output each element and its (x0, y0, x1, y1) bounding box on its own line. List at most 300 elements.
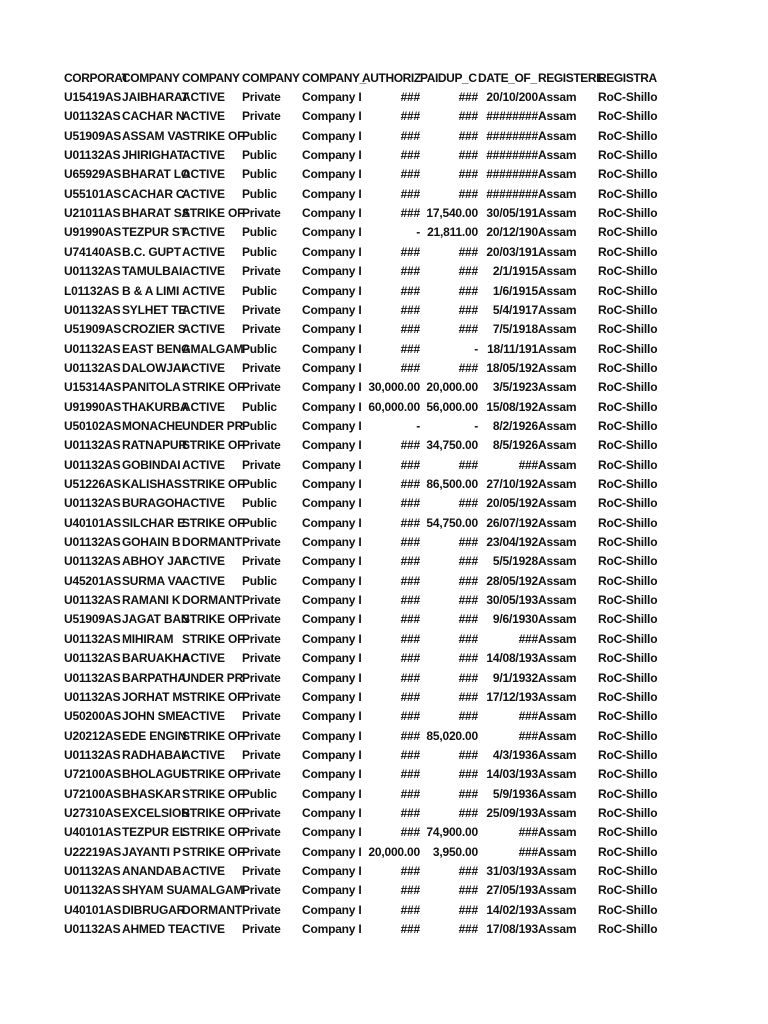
table-cell[interactable]: Private (242, 902, 281, 917)
table-cell[interactable]: RoC-Shillo (598, 418, 658, 433)
table-cell[interactable]: Company I (302, 864, 362, 878)
table-cell[interactable]: Private (242, 670, 281, 685)
table-cell[interactable]: RoC-Shillo (598, 496, 658, 511)
table-cell[interactable]: Public (242, 399, 277, 414)
table-cell[interactable]: ### (518, 728, 538, 743)
table-cell[interactable]: Assam (538, 554, 577, 569)
table-cell[interactable]: ### (400, 573, 420, 588)
table-cell[interactable]: EXCELSIOR (122, 805, 190, 820)
table-cell[interactable]: Assam (538, 631, 577, 646)
table-cell[interactable]: RoC-Shillo (598, 167, 658, 182)
table-cell[interactable]: Assam (538, 728, 577, 743)
table-cell[interactable]: U15314AS (64, 380, 122, 395)
table-cell[interactable]: Private (242, 264, 281, 279)
table-cell[interactable]: RoC-Shillo (598, 864, 658, 878)
header-cell[interactable]: COMPANY_ (302, 71, 366, 85)
table-cell[interactable]: BARPATHA (122, 670, 186, 685)
table-cell[interactable]: ### (458, 128, 478, 143)
table-cell[interactable]: SILCHAR E (122, 515, 185, 530)
table-cell[interactable]: ### (458, 805, 478, 820)
table-cell[interactable]: AHMED TE (122, 922, 184, 937)
table-cell[interactable]: Assam (538, 593, 577, 608)
table-cell[interactable]: - (474, 418, 478, 433)
table-cell[interactable]: ACTIVE (182, 573, 225, 588)
table-cell[interactable]: BHASKAR (122, 786, 181, 801)
table-cell[interactable]: Public (242, 283, 277, 298)
table-cell[interactable]: Company I (302, 631, 362, 646)
table-cell[interactable]: Assam (538, 457, 577, 472)
table-cell[interactable]: ### (400, 457, 420, 472)
table-cell[interactable]: Company I (302, 360, 362, 375)
table-cell[interactable]: RoC-Shillo (598, 399, 658, 414)
table-cell[interactable]: ### (400, 805, 420, 820)
table-cell[interactable]: ### (400, 670, 420, 685)
table-cell[interactable]: ### (400, 612, 420, 627)
header-cell[interactable]: REGISTRA (598, 71, 657, 85)
table-cell[interactable]: Company I (302, 573, 362, 588)
table-cell[interactable]: EAST BENG (122, 341, 191, 356)
table-cell[interactable]: Company I (302, 167, 362, 182)
table-cell[interactable]: ACTIVE (182, 90, 225, 104)
table-cell[interactable]: ACTIVE (182, 148, 225, 163)
table-cell[interactable]: JAYANTI P (122, 844, 181, 859)
table-cell[interactable]: Assam (538, 844, 577, 859)
table-cell[interactable]: U51909AS (64, 322, 122, 337)
table-cell[interactable]: U21011AS (64, 206, 121, 221)
table-cell[interactable]: Assam (538, 535, 577, 550)
table-cell[interactable]: STRIKE OF (182, 825, 245, 840)
table-cell[interactable]: MONACHE (122, 418, 183, 433)
table-cell[interactable]: Company I (302, 825, 362, 840)
table-cell[interactable]: B.C. GUPT (122, 244, 181, 259)
table-cell[interactable]: Company I (302, 302, 362, 317)
table-cell[interactable]: Public (242, 496, 277, 511)
table-cell[interactable]: Assam (538, 206, 577, 221)
table-cell[interactable]: ACTIVE (182, 244, 225, 259)
table-cell[interactable]: ACTIVE (182, 109, 225, 124)
table-cell[interactable]: Company I (302, 902, 362, 917)
table-cell[interactable]: RoC-Shillo (598, 747, 658, 762)
table-cell[interactable]: Assam (538, 689, 577, 704)
table-cell[interactable]: ACTIVE (182, 167, 225, 182)
table-cell[interactable]: RoC-Shillo (598, 477, 658, 491)
table-cell[interactable]: STRIKE OF (182, 844, 245, 859)
table-cell[interactable]: RoC-Shillo (598, 244, 658, 259)
table-cell[interactable]: U01132AS (64, 496, 121, 511)
table-cell[interactable]: Company I (302, 767, 362, 782)
table-cell[interactable]: Assam (538, 864, 577, 878)
table-cell[interactable]: Company I (302, 786, 362, 801)
table-cell[interactable]: U01132AS (64, 535, 121, 550)
table-cell[interactable]: ### (400, 786, 420, 801)
table-cell[interactable]: RoC-Shillo (598, 786, 658, 801)
table-cell[interactable]: 20/12/190 (486, 225, 538, 240)
table-cell[interactable]: ### (458, 670, 478, 685)
table-cell[interactable]: ### (458, 689, 478, 704)
header-cell[interactable]: COMPANY (122, 71, 180, 85)
table-cell[interactable]: Company I (302, 380, 362, 395)
table-cell[interactable]: 9/1/1932 (492, 670, 538, 685)
table-cell[interactable]: U01132AS (64, 148, 121, 163)
table-cell[interactable]: ### (400, 728, 420, 743)
table-cell[interactable]: ### (458, 593, 478, 608)
table-cell[interactable]: U40101AS (64, 825, 122, 840)
table-cell[interactable]: 60,000.00 (368, 399, 420, 414)
table-cell[interactable]: BHARAT LO (122, 167, 190, 182)
table-cell[interactable]: ### (400, 515, 420, 530)
table-cell[interactable]: STRIKE OF (182, 728, 245, 743)
table-cell[interactable]: U20212AS (64, 728, 122, 743)
table-cell[interactable]: U01132AS (64, 360, 121, 375)
table-cell[interactable]: ### (458, 186, 478, 201)
table-cell[interactable]: 8/5/1926 (492, 438, 538, 453)
table-cell[interactable]: Assam (538, 341, 577, 356)
table-cell[interactable]: Company I (302, 535, 362, 550)
table-cell[interactable]: ### (400, 535, 420, 550)
table-cell[interactable]: Assam (538, 573, 577, 588)
table-cell[interactable]: Private (242, 689, 281, 704)
table-cell[interactable]: B & A LIMI (122, 283, 180, 298)
header-cell[interactable]: PAIDUP_C (420, 71, 477, 85)
table-cell[interactable]: DORMANT (182, 593, 242, 608)
table-cell[interactable]: - (474, 341, 478, 356)
table-cell[interactable]: Private (242, 651, 281, 666)
table-cell[interactable]: BHARAT SA (122, 206, 190, 221)
table-cell[interactable]: U51226AS (64, 477, 122, 491)
table-cell[interactable]: 27/10/192 (486, 477, 538, 491)
table-cell[interactable]: Company I (302, 844, 362, 859)
table-cell[interactable]: BARUAKHA (122, 651, 190, 666)
table-cell[interactable]: 14/08/193 (486, 651, 538, 666)
table-cell[interactable]: ### (400, 186, 420, 201)
table-cell[interactable]: ACTIVE (182, 360, 225, 375)
header-cell[interactable]: AUTHORIZ (362, 71, 421, 85)
table-cell[interactable]: ### (458, 883, 478, 898)
table-cell[interactable]: Company I (302, 883, 362, 898)
table-cell[interactable]: ### (400, 322, 420, 337)
table-cell[interactable]: ### (458, 651, 478, 666)
table-cell[interactable]: Private (242, 631, 281, 646)
table-cell[interactable]: 23/04/192 (486, 535, 538, 550)
table-cell[interactable]: ### (400, 264, 420, 279)
table-cell[interactable]: ACTIVE (182, 264, 225, 279)
table-cell[interactable]: RoC-Shillo (598, 593, 658, 608)
table-cell[interactable]: Private (242, 322, 281, 337)
table-cell[interactable]: ACTIVE (182, 186, 225, 201)
table-cell[interactable]: Private (242, 360, 281, 375)
table-cell[interactable]: Private (242, 883, 281, 898)
table-cell[interactable]: ABHOY JAI (122, 554, 186, 569)
table-cell[interactable]: ### (458, 167, 478, 182)
table-cell[interactable]: Company I (302, 593, 362, 608)
table-cell[interactable]: GOBINDAI (122, 457, 181, 472)
table-cell[interactable]: Assam (538, 167, 577, 182)
table-cell[interactable]: AMALGAM (182, 883, 244, 898)
table-cell[interactable]: Public (242, 128, 277, 143)
table-cell[interactable]: 30,000.00 (368, 380, 420, 395)
table-cell[interactable]: - (416, 225, 420, 240)
table-cell[interactable]: Private (242, 709, 281, 724)
table-cell[interactable]: Private (242, 825, 281, 840)
table-cell[interactable]: Assam (538, 264, 577, 279)
table-cell[interactable]: ### (400, 496, 420, 511)
header-cell[interactable]: CORPORAT (64, 71, 129, 85)
table-cell[interactable]: Assam (538, 128, 577, 143)
table-cell[interactable]: ### (518, 844, 538, 859)
table-cell[interactable]: ### (458, 573, 478, 588)
table-cell[interactable]: RoC-Shillo (598, 206, 658, 221)
table-cell[interactable]: ### (518, 709, 538, 724)
table-cell[interactable]: 14/03/193 (486, 767, 538, 782)
table-cell[interactable]: U01132AS (64, 747, 121, 762)
table-cell[interactable]: ### (400, 767, 420, 782)
table-cell[interactable]: 8/2/1926 (492, 418, 538, 433)
table-cell[interactable]: DORMANT (182, 535, 242, 550)
table-cell[interactable]: Company I (302, 399, 362, 414)
table-cell[interactable]: Assam (538, 670, 577, 685)
table-cell[interactable]: Assam (538, 302, 577, 317)
table-cell[interactable]: RoC-Shillo (598, 186, 658, 201)
table-cell[interactable]: ACTIVE (182, 225, 225, 240)
header-cell[interactable]: COMPANY (242, 71, 300, 85)
table-cell[interactable]: Company I (302, 709, 362, 724)
table-cell[interactable]: U50102AS (64, 418, 122, 433)
table-cell[interactable]: Public (242, 477, 277, 491)
table-cell[interactable]: ### (400, 167, 420, 182)
table-cell[interactable]: Assam (538, 709, 577, 724)
table-cell[interactable]: Company I (302, 225, 362, 240)
table-cell[interactable]: Public (242, 186, 277, 201)
table-cell[interactable]: 25/09/193 (486, 805, 538, 820)
table-cell[interactable]: L01132AS (64, 283, 120, 298)
table-cell[interactable]: RoC-Shillo (598, 457, 658, 472)
table-cell[interactable]: 5/9/1936 (492, 786, 538, 801)
table-cell[interactable]: ### (458, 709, 478, 724)
table-cell[interactable]: Private (242, 206, 281, 221)
table-cell[interactable]: UNDER PR (182, 670, 244, 685)
table-cell[interactable]: 74,900.00 (426, 825, 478, 840)
table-cell[interactable]: U65929AS (64, 167, 122, 182)
table-cell[interactable]: Assam (538, 883, 577, 898)
table-cell[interactable]: ACTIVE (182, 651, 225, 666)
table-cell[interactable]: Assam (538, 902, 577, 917)
table-cell[interactable]: ### (458, 322, 478, 337)
table-cell[interactable]: 20,000.00 (426, 380, 478, 395)
table-cell[interactable]: ### (458, 786, 478, 801)
table-cell[interactable]: Company I (302, 418, 362, 433)
table-cell[interactable]: Company I (302, 496, 362, 511)
table-cell[interactable]: Company I (302, 322, 362, 337)
table-cell[interactable]: Company I (302, 922, 362, 937)
table-cell[interactable]: Assam (538, 109, 577, 124)
table-cell[interactable]: SYLHET TE (122, 302, 187, 317)
table-cell[interactable]: RoC-Shillo (598, 554, 658, 569)
table-cell[interactable]: ### (400, 128, 420, 143)
table-cell[interactable]: RoC-Shillo (598, 767, 658, 782)
table-cell[interactable]: DORMANT (182, 902, 242, 917)
table-cell[interactable]: ### (458, 864, 478, 878)
table-cell[interactable]: 17/12/193 (486, 689, 538, 704)
table-cell[interactable]: Assam (538, 360, 577, 375)
table-cell[interactable]: 85,020.00 (426, 728, 478, 743)
table-cell[interactable]: Company I (302, 244, 362, 259)
table-cell[interactable]: ### (400, 244, 420, 259)
table-cell[interactable]: ### (400, 206, 420, 221)
table-cell[interactable]: RAMANI K (122, 593, 181, 608)
table-cell[interactable]: ### (400, 477, 420, 491)
table-cell[interactable]: Company I (302, 457, 362, 472)
table-cell[interactable]: 26/07/192 (486, 515, 538, 530)
table-cell[interactable]: ### (458, 922, 478, 937)
table-cell[interactable]: ### (458, 360, 478, 375)
table-cell[interactable]: 5/4/1917 (492, 302, 538, 317)
table-cell[interactable]: RoC-Shillo (598, 670, 658, 685)
table-cell[interactable]: PANITOLA (122, 380, 181, 395)
table-cell[interactable]: MIHIRAM (122, 631, 174, 646)
table-cell[interactable]: ### (400, 148, 420, 163)
table-cell[interactable]: ### (458, 496, 478, 511)
table-cell[interactable]: RATNAPUR (122, 438, 187, 453)
table-cell[interactable]: U55101AS (64, 186, 122, 201)
table-cell[interactable]: Assam (538, 747, 577, 762)
table-cell[interactable]: ### (400, 825, 420, 840)
table-cell[interactable]: Private (242, 302, 281, 317)
table-cell[interactable]: ACTIVE (182, 709, 225, 724)
table-cell[interactable]: ACTIVE (182, 747, 225, 762)
table-cell[interactable]: THAKURBA (122, 399, 189, 414)
table-cell[interactable]: ### (458, 90, 478, 104)
table-cell[interactable]: Private (242, 767, 281, 782)
table-cell[interactable]: Public (242, 573, 277, 588)
table-cell[interactable]: ACTIVE (182, 322, 225, 337)
table-cell[interactable]: ### (400, 360, 420, 375)
table-cell[interactable]: ### (458, 109, 478, 124)
table-cell[interactable]: 27/05/193 (486, 883, 538, 898)
table-cell[interactable]: Assam (538, 767, 577, 782)
table-cell[interactable]: GOHAIN B (122, 535, 181, 550)
table-cell[interactable]: 20,000.00 (368, 844, 420, 859)
table-cell[interactable]: RoC-Shillo (598, 651, 658, 666)
table-cell[interactable]: U40101AS (64, 515, 122, 530)
table-cell[interactable]: Company I (302, 651, 362, 666)
table-cell[interactable]: RoC-Shillo (598, 689, 658, 704)
table-cell[interactable]: STRIKE OF (182, 786, 245, 801)
table-cell[interactable]: U01132AS (64, 302, 121, 317)
table-cell[interactable]: RoC-Shillo (598, 573, 658, 588)
table-cell[interactable]: Private (242, 864, 281, 878)
table-cell[interactable]: ### (400, 651, 420, 666)
table-cell[interactable]: ### (518, 825, 538, 840)
table-cell[interactable]: ### (458, 302, 478, 317)
table-cell[interactable]: SURMA VA (122, 573, 184, 588)
table-cell[interactable]: Public (242, 167, 277, 182)
table-cell[interactable]: ACTIVE (182, 399, 225, 414)
table-cell[interactable]: ######## (486, 167, 538, 182)
table-cell[interactable]: BHOLAGUI (122, 767, 185, 782)
table-cell[interactable]: ### (400, 302, 420, 317)
table-cell[interactable]: Company I (302, 148, 362, 163)
table-cell[interactable]: Private (242, 380, 281, 395)
table-cell[interactable]: Company I (302, 728, 362, 743)
table-cell[interactable]: Assam (538, 612, 577, 627)
table-cell[interactable]: Company I (302, 515, 362, 530)
table-cell[interactable]: ACTIVE (182, 922, 225, 937)
table-cell[interactable]: U01132AS (64, 864, 121, 878)
table-cell[interactable]: TAMULBAI (122, 264, 183, 279)
table-cell[interactable]: ### (458, 535, 478, 550)
table-cell[interactable]: RoC-Shillo (598, 883, 658, 898)
table-cell[interactable]: U01132AS (64, 593, 121, 608)
table-cell[interactable]: ### (458, 612, 478, 627)
table-cell[interactable]: 56,000.00 (426, 399, 478, 414)
table-cell[interactable]: Public (242, 786, 277, 801)
table-cell[interactable]: STRIKE OF (182, 631, 245, 646)
table-cell[interactable]: Public (242, 418, 277, 433)
table-cell[interactable]: 15/08/192 (486, 399, 538, 414)
header-cell[interactable]: COMPANY (182, 71, 240, 85)
table-cell[interactable]: Private (242, 90, 281, 104)
table-cell[interactable]: ### (458, 244, 478, 259)
table-cell[interactable]: JORHAT M (122, 689, 183, 704)
table-cell[interactable]: 31/03/193 (486, 864, 538, 878)
table-cell[interactable]: 21,811.00 (427, 225, 478, 240)
table-cell[interactable]: Company I (302, 747, 362, 762)
table-cell[interactable]: Assam (538, 186, 577, 201)
table-cell[interactable]: 7/5/1918 (492, 322, 538, 337)
table-cell[interactable]: 18/05/192 (486, 360, 538, 375)
table-cell[interactable]: Private (242, 438, 281, 453)
table-cell[interactable]: Public (242, 515, 277, 530)
table-cell[interactable]: Company I (302, 264, 362, 279)
table-cell[interactable]: ######## (486, 109, 538, 124)
table-cell[interactable]: ### (458, 554, 478, 569)
table-cell[interactable]: CACHAR C (122, 186, 185, 201)
table-cell[interactable]: RoC-Shillo (598, 283, 658, 298)
header-cell[interactable]: REGISTERE (538, 71, 604, 85)
table-cell[interactable]: 86,500.00 (426, 477, 478, 491)
table-cell[interactable]: U22219AS (64, 844, 122, 859)
table-cell[interactable]: U01132AS (64, 670, 121, 685)
table-cell[interactable]: STRIKE OF (182, 380, 245, 395)
table-cell[interactable]: ### (518, 631, 538, 646)
table-cell[interactable]: U01132AS (64, 651, 121, 666)
table-cell[interactable]: U15419AS (64, 90, 122, 104)
table-cell[interactable]: U01132AS (64, 457, 121, 472)
table-cell[interactable]: 28/05/192 (486, 573, 538, 588)
table-cell[interactable]: RoC-Shillo (598, 844, 658, 859)
table-cell[interactable]: 18/11/191 (487, 341, 538, 356)
table-cell[interactable]: ### (400, 593, 420, 608)
table-cell[interactable]: RoC-Shillo (598, 109, 658, 124)
table-cell[interactable]: RoC-Shillo (598, 612, 658, 627)
table-cell[interactable]: Assam (538, 496, 577, 511)
table-cell[interactable]: RoC-Shillo (598, 709, 658, 724)
table-cell[interactable]: ### (400, 922, 420, 937)
table-cell[interactable]: RoC-Shillo (598, 264, 658, 279)
table-cell[interactable]: U01132AS (64, 631, 121, 646)
table-cell[interactable]: U01132AS (64, 554, 121, 569)
table-cell[interactable]: Private (242, 747, 281, 762)
table-cell[interactable]: U01132AS (64, 438, 121, 453)
table-cell[interactable]: ASSAM VA (122, 128, 183, 143)
table-cell[interactable]: ######## (486, 148, 538, 163)
table-cell[interactable]: U91990AS (64, 225, 122, 240)
table-cell[interactable]: Private (242, 922, 281, 937)
table-cell[interactable]: 3,950.00 (432, 844, 478, 859)
table-cell[interactable]: ACTIVE (182, 283, 225, 298)
table-cell[interactable]: Company I (302, 554, 362, 569)
table-cell[interactable]: U01132AS (64, 689, 121, 704)
